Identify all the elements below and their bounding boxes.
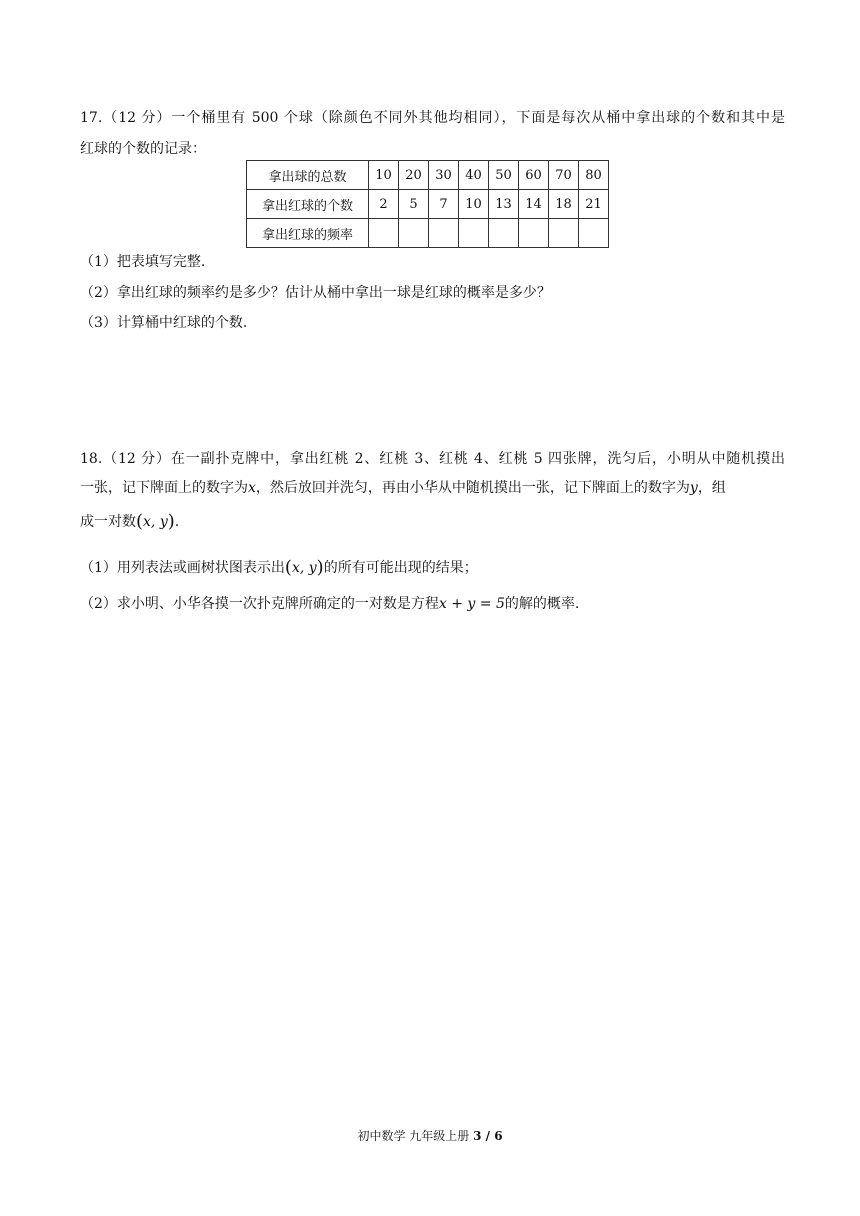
table-cell: 70 [549, 161, 579, 190]
q17-line-1: 17.（12 分）一个桶里有 500 个球（除颜色不同外其他均相同），下面是每次从桶中拿出球的个数和其中是 [80, 110, 785, 126]
footer-page-number: 3 / 6 [473, 1129, 503, 1143]
table-row [247, 190, 609, 219]
table-cell: 20 [399, 161, 429, 190]
q18-sub-1-part-a: （1）用列表法或画树状图表示出 [80, 560, 285, 576]
table-cell [519, 219, 549, 248]
q18-line-1: 18.（12 分）在一副扑克牌中，拿出红桃 2、红桃 3、红桃 4、红桃 5 四张牌，洗匀后，小明从中随机摸出 [80, 451, 785, 467]
q18-pair: x, y [143, 514, 168, 530]
q18-sub-2-part-b: 的解的概率. [504, 596, 580, 612]
table-row [247, 161, 609, 190]
table-cell: 14 [519, 190, 549, 219]
q18-line-2 [80, 478, 785, 498]
table-cell: 80 [579, 161, 609, 190]
table-cell: 10 [459, 190, 489, 219]
q18-line-3-part-b: . [174, 514, 180, 530]
table-row-label: 拿出球的总数 [247, 161, 369, 190]
table-cell [399, 219, 429, 248]
table-cell: 10 [369, 161, 399, 190]
table-cell [369, 219, 399, 248]
q18-sub-2 [80, 594, 579, 614]
table-cell: 30 [429, 161, 459, 190]
q18-line-2-part-a: 一张，记下牌面上的数字为 [80, 480, 248, 496]
footer-text: 初中数学 九年级上册 [357, 1129, 470, 1143]
table-cell: 2 [369, 190, 399, 219]
table-cell: 5 [399, 190, 429, 219]
table-cell [459, 219, 489, 248]
q18-var-y: y [689, 480, 698, 496]
q18-line-2-part-b: ，然后放回并洗匀，再由小华从中随机摸出一张，记下牌面上的数字为 [255, 480, 690, 496]
q18-line-3-part-a: 成一对数 [80, 514, 136, 530]
table-row-label: 拿出红球的个数 [247, 190, 369, 219]
table-cell: 50 [489, 161, 519, 190]
q18-sub-2-part-a: （2）求小明、小华各摸一次扑克牌所确定的一对数是方程 [80, 596, 439, 612]
table-cell: 60 [519, 161, 549, 190]
table-cell: 13 [489, 190, 519, 219]
table-cell [429, 219, 459, 248]
q18-var-x: x [248, 480, 256, 496]
page-footer [0, 1128, 860, 1144]
table-cell: 40 [459, 161, 489, 190]
q18-line-2-part-c: ，组 [697, 480, 726, 496]
table-cell: 21 [579, 190, 609, 219]
q17-record-table [246, 160, 609, 248]
table-cell [489, 219, 519, 248]
table-cell: 7 [429, 190, 459, 219]
q18-line-3: 成一对数(x, y). [80, 511, 180, 532]
q17-sub-1: （1）把表填写完整. [80, 254, 206, 270]
table-cell [579, 219, 609, 248]
table-cell [549, 219, 579, 248]
table-cell: 18 [549, 190, 579, 219]
table-row [247, 219, 609, 248]
q18-equation: x + y = 5 [438, 596, 505, 612]
q17-line-2: 红球的个数的记录： [80, 141, 206, 157]
q18-sub-1-pair: x, y [291, 560, 317, 576]
q17-sub-2: （2）拿出红球的频率约是多少？估计从桶中拿出一球是红球的概率是多少？ [80, 285, 551, 301]
q17-sub-3: （3）计算桶中红球的个数. [80, 315, 248, 331]
table-row-label: 拿出红球的频率 [247, 219, 369, 248]
q18-sub-1-part-b: 的所有可能出现的结果； [323, 560, 478, 576]
q18-sub-1: （1）用列表法或画树状图表示出(x, y)的所有可能出现的结果； [80, 557, 478, 578]
